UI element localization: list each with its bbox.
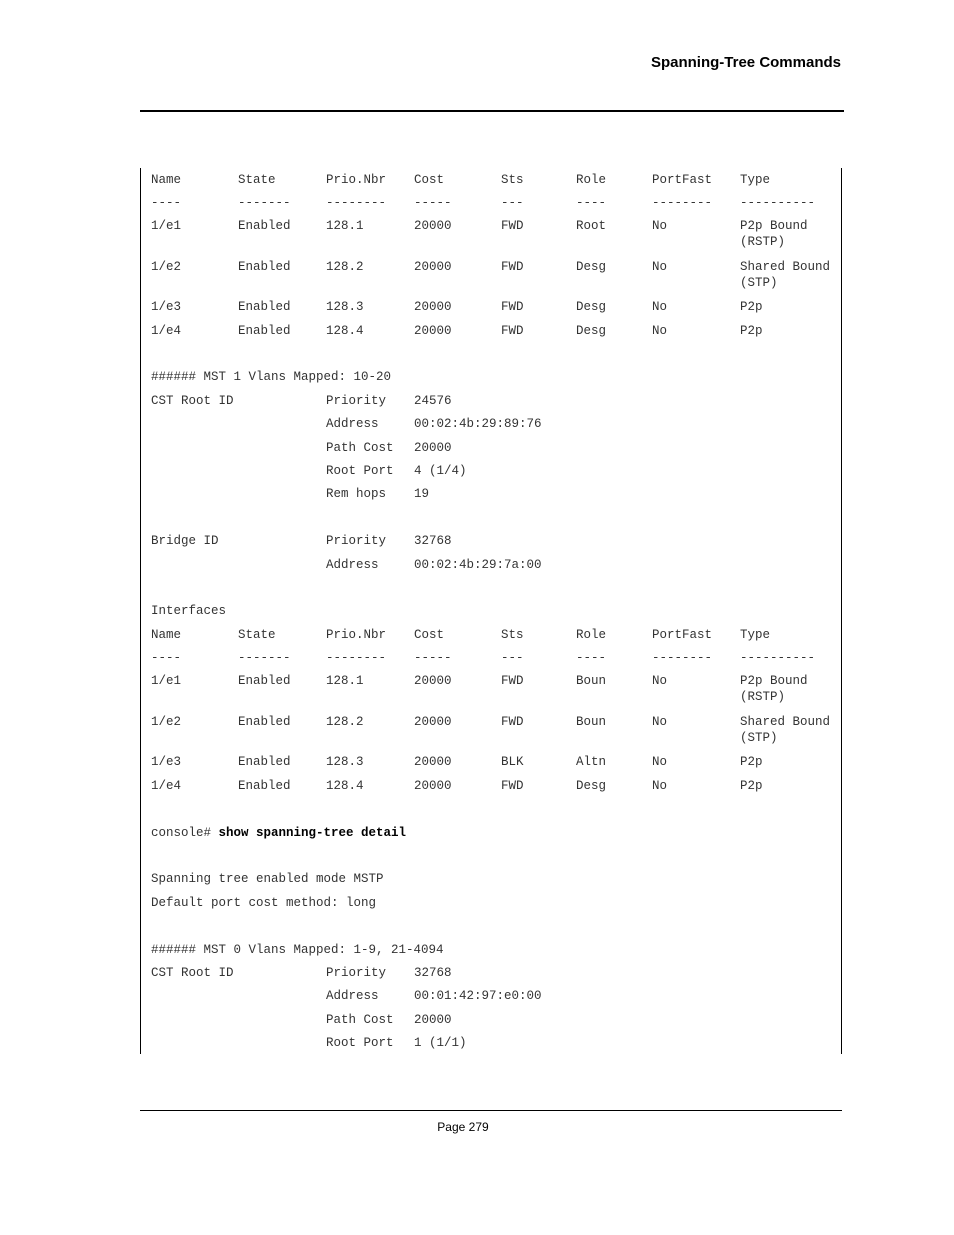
table-row-cell: FWD <box>501 260 524 274</box>
table-row-cell: 20000 <box>414 755 452 769</box>
table-row-cell: 20000 <box>414 219 452 233</box>
field-label: Address <box>326 417 379 431</box>
table-row-cell: 20000 <box>414 260 452 274</box>
table-header-cell: State <box>238 173 276 187</box>
table-row-cell: FWD <box>501 300 524 314</box>
table-row-cell: 1/e2 <box>151 260 182 274</box>
field-label: Root Port <box>326 464 394 478</box>
bridge-id-label: Bridge ID <box>151 534 219 548</box>
table-row-cell: 128.1 <box>326 674 364 688</box>
interfaces-label: Interfaces <box>151 604 227 618</box>
table-header-cell: Prio.Nbr <box>326 173 387 187</box>
table-row-cell: No <box>652 674 668 688</box>
table-row-cell: 1/e1 <box>151 219 182 233</box>
table-header-cell: PortFast <box>652 628 713 642</box>
table-row-cell: 128.3 <box>326 755 364 769</box>
field-value: 20000 <box>414 1013 452 1027</box>
table-row-cell: Enabled <box>238 755 291 769</box>
table-row-cell: Shared Bound (STP) <box>740 715 831 745</box>
table-divider-cell: ----- <box>414 651 452 665</box>
field-value: 4 (1/4) <box>414 464 467 478</box>
mst-heading: ###### MST 0 Vlans Mapped: 1-9, 21-4094 <box>151 943 444 957</box>
field-label: Priority <box>326 394 387 408</box>
field-label: Root Port <box>326 1036 394 1050</box>
table-row-cell: Enabled <box>238 324 291 338</box>
table-row-cell: No <box>652 755 668 769</box>
table-header-cell: Role <box>576 628 607 642</box>
table-row-cell: Enabled <box>238 715 291 729</box>
cst-root-label: CST Root ID <box>151 966 234 980</box>
header-rule <box>140 110 844 112</box>
table-row-cell: 128.3 <box>326 300 364 314</box>
table-row-cell: P2p <box>740 324 763 338</box>
field-value: 00:02:4b:29:89:76 <box>414 417 542 431</box>
table-row-cell: 128.1 <box>326 219 364 233</box>
table-row-cell: P2p Bound (RSTP) <box>740 674 808 704</box>
table-header-cell: PortFast <box>652 173 713 187</box>
table-row-cell: 1/e4 <box>151 779 182 793</box>
table-divider-cell: --- <box>501 651 524 665</box>
table-divider-cell: -------- <box>326 196 387 210</box>
table-divider-cell: ---------- <box>740 651 816 665</box>
table-row-cell: No <box>652 779 668 793</box>
field-label: Priority <box>326 534 387 548</box>
table-row-cell: No <box>652 715 668 729</box>
field-label: Address <box>326 558 379 572</box>
table-row-cell: 128.2 <box>326 715 364 729</box>
table-row-cell: Enabled <box>238 779 291 793</box>
table-row-cell: 20000 <box>414 715 452 729</box>
field-label: Rem hops <box>326 487 387 501</box>
table-row-cell: Shared Bound (STP) <box>740 260 831 290</box>
table-row-cell: 20000 <box>414 674 452 688</box>
table-row-cell: 128.4 <box>326 779 364 793</box>
field-label: Address <box>326 989 379 1003</box>
table-row-cell: FWD <box>501 779 524 793</box>
table-row-cell: Enabled <box>238 219 291 233</box>
command-text: show spanning-tree detail <box>218 826 407 840</box>
table-row-cell: 20000 <box>414 779 452 793</box>
table-header-cell: Name <box>151 173 182 187</box>
table-row-cell: Desg <box>576 300 607 314</box>
field-value: 00:02:4b:29:7a:00 <box>414 558 542 572</box>
table-row-cell: No <box>652 300 668 314</box>
detail-line: Spanning tree enabled mode MSTP <box>151 872 384 886</box>
table-row-cell: No <box>652 260 668 274</box>
table-row-cell: Boun <box>576 674 607 688</box>
table-row-cell: FWD <box>501 219 524 233</box>
table-divider-cell: ------- <box>238 651 291 665</box>
table-row-cell: Altn <box>576 755 607 769</box>
table-row-cell: FWD <box>501 715 524 729</box>
table-row-cell: Root <box>576 219 607 233</box>
table-divider-cell: ------- <box>238 196 291 210</box>
table-header-cell: Type <box>740 173 771 187</box>
command-line <box>151 825 406 841</box>
table-row-cell: BLK <box>501 755 524 769</box>
table-divider-cell: ---- <box>151 651 182 665</box>
table-row-cell: Desg <box>576 324 607 338</box>
table-header-cell: Role <box>576 173 607 187</box>
field-label: Priority <box>326 966 387 980</box>
code-block <box>140 168 842 1054</box>
field-value: 1 (1/1) <box>414 1036 467 1050</box>
detail-line: Default port cost method: long <box>151 896 377 910</box>
table-row-cell: FWD <box>501 674 524 688</box>
footer-rule <box>140 1110 842 1111</box>
table-row-cell: Desg <box>576 260 607 274</box>
table-row-cell: 1/e4 <box>151 324 182 338</box>
table-divider-cell: ---- <box>576 651 607 665</box>
page-header-title: Spanning-Tree Commands <box>650 54 841 71</box>
table-header-cell: Sts <box>501 628 524 642</box>
table-row-cell: 1/e1 <box>151 674 182 688</box>
table-row-cell: FWD <box>501 324 524 338</box>
table-header-cell: State <box>238 628 276 642</box>
field-value: 19 <box>414 487 430 501</box>
table-divider-cell: ----- <box>414 196 452 210</box>
table-header-cell: Prio.Nbr <box>326 628 387 642</box>
table-row-cell: 1/e3 <box>151 755 182 769</box>
table-row-cell: 128.2 <box>326 260 364 274</box>
cst-root-label: CST Root ID <box>151 394 234 408</box>
page-number: Page 279 <box>437 1120 489 1134</box>
table-row-cell: Boun <box>576 715 607 729</box>
table-header-cell: Cost <box>414 173 445 187</box>
table-row-cell: Enabled <box>238 300 291 314</box>
field-value: 24576 <box>414 394 452 408</box>
table-row-cell: P2p <box>740 300 763 314</box>
table-row-cell: 20000 <box>414 300 452 314</box>
table-row-cell: Enabled <box>238 260 291 274</box>
table-row-cell: 128.4 <box>326 324 364 338</box>
field-value: 00:01:42:97:e0:00 <box>414 989 542 1003</box>
field-value: 32768 <box>414 534 452 548</box>
field-value: 20000 <box>414 441 452 455</box>
table-row-cell: P2p Bound (RSTP) <box>740 219 808 249</box>
table-divider-cell: ---- <box>576 196 607 210</box>
table-divider-cell: -------- <box>326 651 387 665</box>
table-row-cell: 1/e3 <box>151 300 182 314</box>
table-header-cell: Sts <box>501 173 524 187</box>
table-row-cell: No <box>652 219 668 233</box>
table-header-cell: Cost <box>414 628 445 642</box>
table-row-cell: 20000 <box>414 324 452 338</box>
table-row-cell: P2p <box>740 779 763 793</box>
table-divider-cell: -------- <box>652 196 713 210</box>
table-divider-cell: -------- <box>652 651 713 665</box>
field-value: 32768 <box>414 966 452 980</box>
field-label: Path Cost <box>326 1013 394 1027</box>
mst-heading: ###### MST 1 Vlans Mapped: 10-20 <box>151 370 392 384</box>
table-header-cell: Type <box>740 628 771 642</box>
table-row-cell: Enabled <box>238 674 291 688</box>
field-label: Path Cost <box>326 441 394 455</box>
command-prompt: console# <box>151 826 219 840</box>
table-row-cell: No <box>652 324 668 338</box>
table-row-cell: P2p <box>740 755 763 769</box>
table-divider-cell: --- <box>501 196 524 210</box>
table-divider-cell: ---- <box>151 196 182 210</box>
table-header-cell: Name <box>151 628 182 642</box>
table-row-cell: 1/e2 <box>151 715 182 729</box>
table-row-cell: Desg <box>576 779 607 793</box>
table-divider-cell: ---------- <box>740 196 816 210</box>
